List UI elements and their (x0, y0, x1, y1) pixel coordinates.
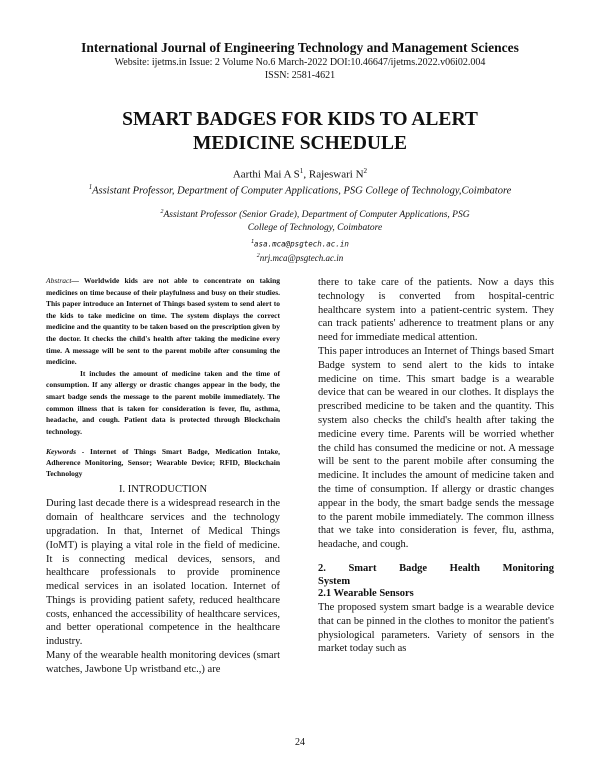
introduction-paragraph-2: Many of the wearable health monitoring devices (smart watches, Jawbone Up wristband etc.,) are (46, 650, 280, 675)
abstract-text-1: — Worldwide kids are not able to concentrate on taking medicines on time because of their playfulness and busy on their studies. This paper introduce an Internet of Things based system to send alert to the kids to take medicine on time. The system displays the correct medicine and the quantity to be taken based on the prescription given by the doctor. It checks the child's health after taking the medicine every time. A message will be sent to the parent mobile after consuming the medicine. (46, 276, 280, 367)
abstract-paragraph-2: It includes the amount of medicine taken and the time of consumption. If any allergy or drastic changes appear in the body, the smart badge sends the message to the parent mobile immediately. The common illness that is taken for consideration is fever, flu, asthma, headache, and cough. Patient data is protected through Blockchain technology. (46, 368, 280, 436)
section-2-heading (318, 562, 554, 588)
author-1-marker: 1 (299, 167, 304, 175)
section-2-word-1: Smart (348, 562, 377, 574)
page-number: 24 (295, 737, 305, 748)
left-column (46, 275, 280, 677)
affiliation-1-text: Assistant Professor, Department of Computer Applications, PSG College of Technology,Coimbatore (92, 185, 512, 197)
affiliation-2-marker: 2 (160, 209, 164, 215)
section-2-word-4: Monitoring (502, 562, 554, 574)
paper-title-line-1: SMART BADGES FOR KIDS TO ALERT (122, 109, 478, 130)
right-paragraph-2: This paper introduces an Internet of Things based Smart Badge system to send alert to the kids to intake medicine on time. This smart badge is a wearable device that can be weared in our clothes. It displays the prescribed medicine to be taken and the quantity. This system also checks the child's health after taking the medicine every time. Parents will be worried whether the child has consumed the medicine or not. A message will be sent to the parent mobile after consuming the medicine. It includes the amount of medicine taken and the time of consumption. If allergy or drastic changes appear in the body, the smart badge sends the message to the parent mobile immediately. The common illness that we take into consideration is fever, flu, asthma, headache, and cough. (318, 345, 554, 551)
introduction-paragraph-1: During last decade there is a widespread research in the domain of healthcare services and the technology upgradation. In that, Internet of Medical Things (IoMT) is playing a vital role in the field of medicine. It is connecting medical devices, sensors, and healthcare professionals to provide prominence medical services in an isolated location. Internet of Things is providing patient safety, reduced healthcare costs, enhanced the accessibility of healthcare services, and better operational competence in the healthcare industry. (46, 498, 280, 648)
abstract-paragraph-1 (46, 275, 280, 368)
abstract-label: Abstract (46, 276, 72, 285)
keywords-label: Keywords (46, 447, 76, 457)
right-column (318, 276, 554, 656)
section-2-number: 2. (318, 562, 326, 574)
section-2-word-5: System (318, 575, 351, 587)
author-1: Aarthi Mai A S (232, 168, 300, 181)
authors (0, 167, 600, 181)
journal-title: International Journal of Engineering Technology and Management Sciences (81, 40, 519, 55)
right-paragraph-1: there to take care of the patients. Now a days this technology is converted from hospital-centric healthcare system into a patient-centric system. They can track patients' adherence to treatment plans or any need for immediate medical attention. (318, 277, 554, 344)
email-1-text[interactable]: asa.mca@psgtech.ac.in (254, 239, 349, 249)
section-2-word-2: Badge (399, 562, 428, 574)
section-2-word-3: Health (449, 562, 481, 574)
email-2-text[interactable]: nrj.mca@psgtech.ac.in (259, 253, 344, 263)
author-2-marker: 2 (363, 167, 368, 175)
paper-title-line-2: MEDICINE SCHEDULE (193, 133, 407, 154)
keywords (46, 446, 280, 479)
email-1[interactable] (0, 239, 600, 249)
email-2-marker: 2 (256, 253, 260, 259)
affiliation-2 (150, 206, 480, 235)
keywords-text: - Internet of Things Smart Badge, Medication Intake, Adherence Monitoring, Sensor; Wearable Device; RFID, Blockchain Technology (46, 447, 280, 479)
right-paragraph-3: The proposed system smart badge is a wearable device that can be pinned in the clothes to monitor the patient's physiological parameters. Variety of sensors in the market today such as (318, 601, 554, 655)
affiliation-1-marker: 1 (88, 184, 93, 191)
author-2: , Rajeswari N (303, 168, 364, 181)
subsection-2-1-heading: 2.1 Wearable Sensors (318, 587, 414, 599)
journal-issn: ISSN: 2581-4621 (264, 70, 336, 81)
paper-title (0, 108, 600, 156)
affiliation-2-text: Assistant Professor (Senior Grade), Department of Computer Applications, PSG College of Technology, Coimbatore (163, 210, 470, 234)
email-2[interactable] (0, 253, 600, 263)
journal-info: Website: ijetms.in Issue: 2 Volume No.6 March-2022 DOI:10.46647/ijetms.2022.v06i02.004 (114, 57, 486, 68)
affiliation-1 (0, 184, 600, 197)
introduction-heading: I. INTRODUCTION (118, 484, 208, 496)
email-1-marker: 1 (251, 239, 255, 245)
